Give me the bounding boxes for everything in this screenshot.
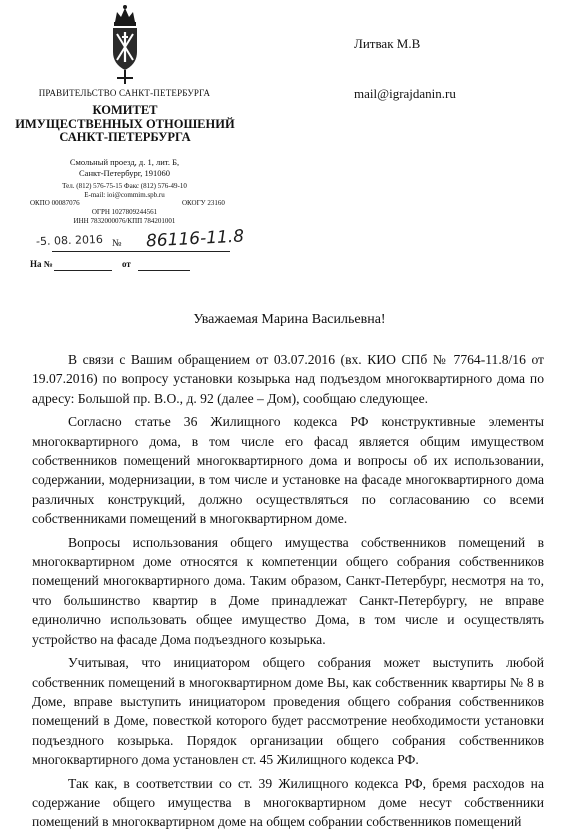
coat-of-arms-emblem — [105, 4, 145, 86]
committee-name-line2: ИМУЩЕСТВЕННЫХ ОТНОШЕНИЙ — [15, 116, 235, 131]
date-number-underline — [52, 251, 230, 252]
outgoing-number-handwritten: 86116-11.8 — [145, 226, 245, 252]
salutation: Уважаемая Марина Васильевна! — [193, 312, 386, 327]
address-city: Санкт-Петербург, 191060 — [79, 168, 170, 178]
body-paragraph: В связи с Вашим обращением от 03.07.2016 (вх. КИО СПб № 7764-11.8/16 от 19.07.2016) по вопросу установки козырька над подъездом многоквартирного дома по адресу: Большой пр. В.О., д. 92 (далее – Дом), сообщаю следующее. — [32, 352, 544, 406]
body-paragraph: Так как, в соответствии со ст. 39 Жилищного кодекса РФ, бремя расходов на содержание общего имущества в многоквартирном доме несут собственники помещений в многоквартирном доме на общем собрании собственников помещений — [32, 775, 544, 830]
ogrn-code: ОГРН 1027809244561 — [91, 208, 158, 216]
recipient-name: Литвак М.В — [354, 36, 421, 51]
phone-fax: Тел. (812) 576-75-15 Факс (812) 576-49-10 — [62, 182, 187, 190]
body-paragraph: Согласно статье 36 Жилищного кодекса РФ конструктивные элементы многоквартирного дома, в том числе его фасад является общим имуществом собственников помещений многоквартирного дома и вопросы об их использовании, содержании, модернизации, в том числе и установке на фасаде многоквартирного дома различных конструкций, должно осуществляться по согласованию со всеми собственниками помещений в многоквартирном доме. — [32, 414, 544, 527]
outgoing-date-handwritten: -5. 08. 2016 — [35, 232, 104, 249]
inn-kpp-code: ИНН 7832000076/КПП 784201001 — [73, 217, 176, 225]
recipient-email: mail@igrajdanin.ru — [354, 86, 456, 101]
body-paragraph: Учитывая, что инициатором общего собрания может выступить любой собственник помещений в многоквартирном доме Вы, как собственник квартиры № 8 в Доме, вправе выступить инициатором проведения общего собрания собственников помещений в Доме, повесткой которого будет рассмотрение необходимости установки подъездного козырька. Порядок организации общего собрания собственников многоквартирного дома установлен ст. 45 Жилищного кодекса РФ. — [32, 655, 544, 768]
reference-number-label: На № — [30, 259, 53, 269]
body-paragraph: Вопросы использования общего имущества собственников помещений в многоквартирном доме относятся к компетенции общего собрания собственников помещений многоквартирного дома. Таким образом, Санкт-Петербург, несмотря на то, что большинство квартир в Доме принадлежат Санкт-Петербургу, не вправе единолично использовать общее имущество Дома, в том числе и осуществлять устройство на фасаде Дома подъездного козырька. — [32, 534, 544, 647]
number-label: № — [112, 238, 122, 249]
reference-number-blank — [54, 270, 112, 271]
committee-name-line3: САНКТ-ПЕТЕРБУРГА — [59, 130, 191, 144]
address-street: Смольный проезд, д. 1, лит. Б, — [69, 157, 180, 167]
letter-body — [32, 350, 544, 832]
committee-name-line1: КОМИТЕТ — [92, 103, 158, 117]
government-name: ПРАВИТЕЛЬСТВО САНКТ-ПЕТЕРБУРГА — [38, 88, 211, 98]
okogu-code: ОКОГУ 23160 — [182, 199, 225, 207]
reference-date-blank — [138, 270, 190, 271]
reference-date-label: от — [122, 259, 131, 269]
organization-email: E-mail: ioi@commim.spb.ru — [84, 191, 165, 199]
committee-name — [12, 104, 238, 145]
okpo-code: ОКПО 00087076 — [30, 199, 80, 207]
